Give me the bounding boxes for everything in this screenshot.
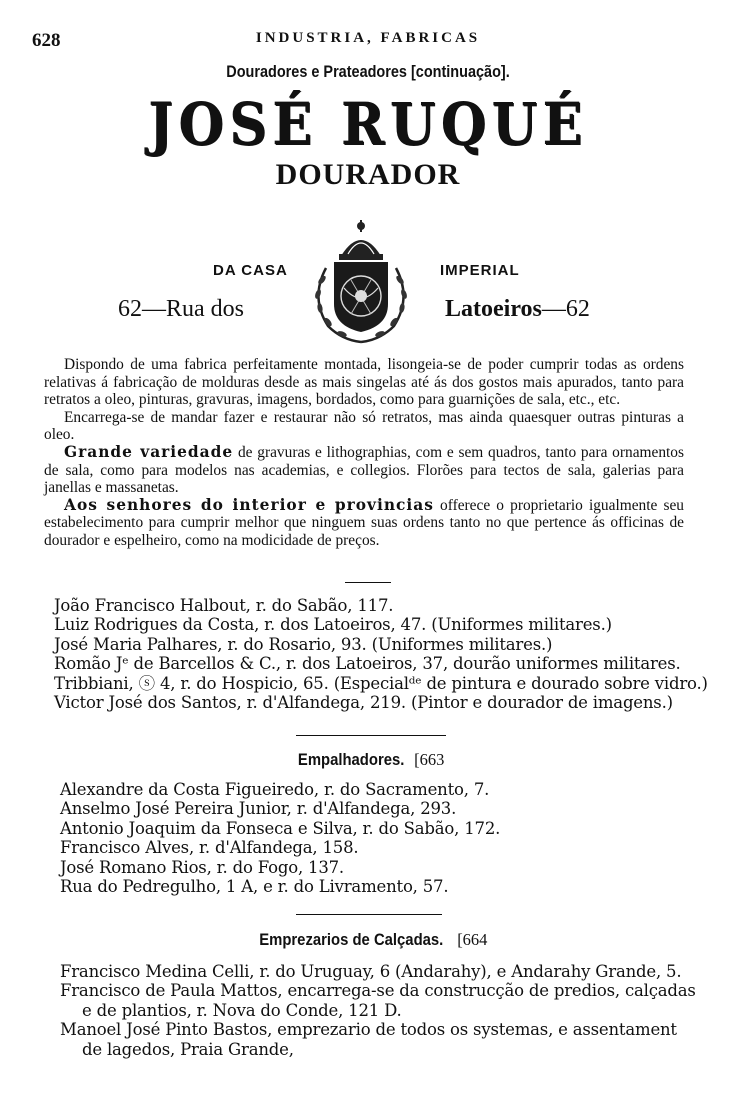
list-item: Alexandre da Costa Figueiredo, r. do Sacramento, 7.	[60, 780, 490, 799]
advert-highlight: Grande variedade	[64, 442, 234, 461]
advert-paragraph-text: offerece o proprietario igualmente seu estabelecimento para cumprir melhor que ninguem suas ordens tanto no que pertence ás officinas de dourador e espelheiro, como na modicidade de preços.	[44, 496, 684, 549]
advert-paragraph: Dispondo de uma fabrica perfeitamente montada, lisongeia-se de poder cumprir todas as ordens relativas á fabricação de molduras desde as mais singelas até ás dos gostos mais apurados, tanto para retratos a oleo, pinturas, gravuras, imagens, bordados, como para guarnições de sala, etc., etc.	[44, 356, 684, 409]
section-heading-ref: [664	[457, 930, 488, 949]
list-item: João Francisco Halbout, r. do Sabão, 117.	[54, 596, 394, 615]
divider	[296, 914, 442, 915]
list-item: Francisco Medina Celli, r. do Uruguay, 6 (Andarahy), e Andarahy Grande, 5.	[60, 962, 682, 981]
address-street-left: —Rua dos	[142, 296, 244, 322]
section-heading-emprezarios	[0, 930, 736, 950]
list-item: Francisco Alves, r. d'Alfandega, 158.	[60, 838, 359, 858]
list-item: Anselmo José Pereira Junior, r. d'Alfandega, 293.	[60, 799, 457, 819]
advert-address-right	[445, 296, 590, 323]
list-item: José Maria Palhares, r. do Rosario, 93. (Uniformes militares.)	[54, 634, 553, 654]
address-number-right: —62	[541, 296, 590, 322]
list-item: Antonio Joaquim da Fonseca e Silva, r. do Sabão, 172.	[60, 818, 501, 838]
advert-da-casa: DA CASA	[213, 262, 288, 279]
imperial-crest-icon	[306, 218, 416, 346]
advert-paragraph: Encarrega-se de mandar fazer e restaurar não só retratos, mas ainda quaesquer outras pinturas a oleo.	[44, 408, 684, 444]
section-heading-ref: [663	[414, 750, 445, 769]
empalhadores-list	[60, 780, 700, 896]
list-item: Victor José dos Santos, r. d'Alfandega, 219. (Pintor e dourador de imagens.)	[54, 693, 673, 713]
page-number: 628	[32, 30, 61, 51]
emprezarios-list	[60, 962, 700, 1059]
address-number-left: 62	[118, 296, 142, 322]
divider	[296, 735, 446, 736]
advert-paragraph	[44, 497, 684, 550]
running-title: INDUSTRIA, FABRICAS	[255, 30, 481, 46]
douradores-list	[54, 596, 708, 713]
advert-address-left	[118, 296, 244, 323]
section-heading-title: Emprezarios de Calçadas.	[258, 931, 443, 949]
section-continuation: Douradores e Prateadores [continuação].	[226, 62, 510, 81]
list-item: Luiz Rodrigues da Costa, r. dos Latoeiros, 47. (Uniformes militares.)	[54, 615, 612, 635]
list-item: Manoel José Pinto Bastos, emprezario de todos os systemas, e assentament	[60, 1020, 677, 1040]
advert-highlight: Aos senhores do interior e provincias	[64, 495, 434, 514]
advert-imperial: IMPERIAL	[440, 262, 520, 279]
section-heading-title: Empalhadores.	[297, 751, 405, 769]
list-item: Romão Jᵉ de Barcellos & C., r. dos Latoeiros, 37, dourão uniformes militares.	[54, 654, 681, 674]
list-item: Francisco de Paula Mattos, encarrega-se da construcção de predios, calçadas	[60, 981, 696, 1001]
address-street-right: Latoeiros	[445, 296, 542, 322]
divider	[345, 582, 391, 583]
list-item-continuation: de lagedos, Praia Grande,	[82, 1039, 294, 1059]
advert-paragraph-text: de gravuras e lithographias, com e sem quadros, tanto para ornamentos de sala, como para modelos nas academias, e collegios. Florões para tectos de sala, galerias para janellas e massanetas.	[44, 443, 684, 497]
section-heading-empalhadores	[0, 750, 736, 770]
list-item: Tribbiani, ⓢ 4, r. do Hospicio, 65. (Especialᵈᵉ de pintura e dourado sobre vidro.)	[54, 673, 708, 693]
list-item-continuation: e de plantios, r. Nova do Conde, 121 D.	[82, 1000, 402, 1020]
advert-title: DOURADOR	[275, 158, 461, 191]
list-item: Rua do Pedregulho, 1 A, e r. do Livramento, 57.	[60, 877, 449, 897]
list-item: José Romano Rios, r. do Fogo, 137.	[60, 857, 344, 877]
advert-name: JOSÉ RUQUÉ	[148, 90, 588, 158]
advert-paragraph	[44, 444, 684, 497]
advert-body	[44, 356, 684, 550]
